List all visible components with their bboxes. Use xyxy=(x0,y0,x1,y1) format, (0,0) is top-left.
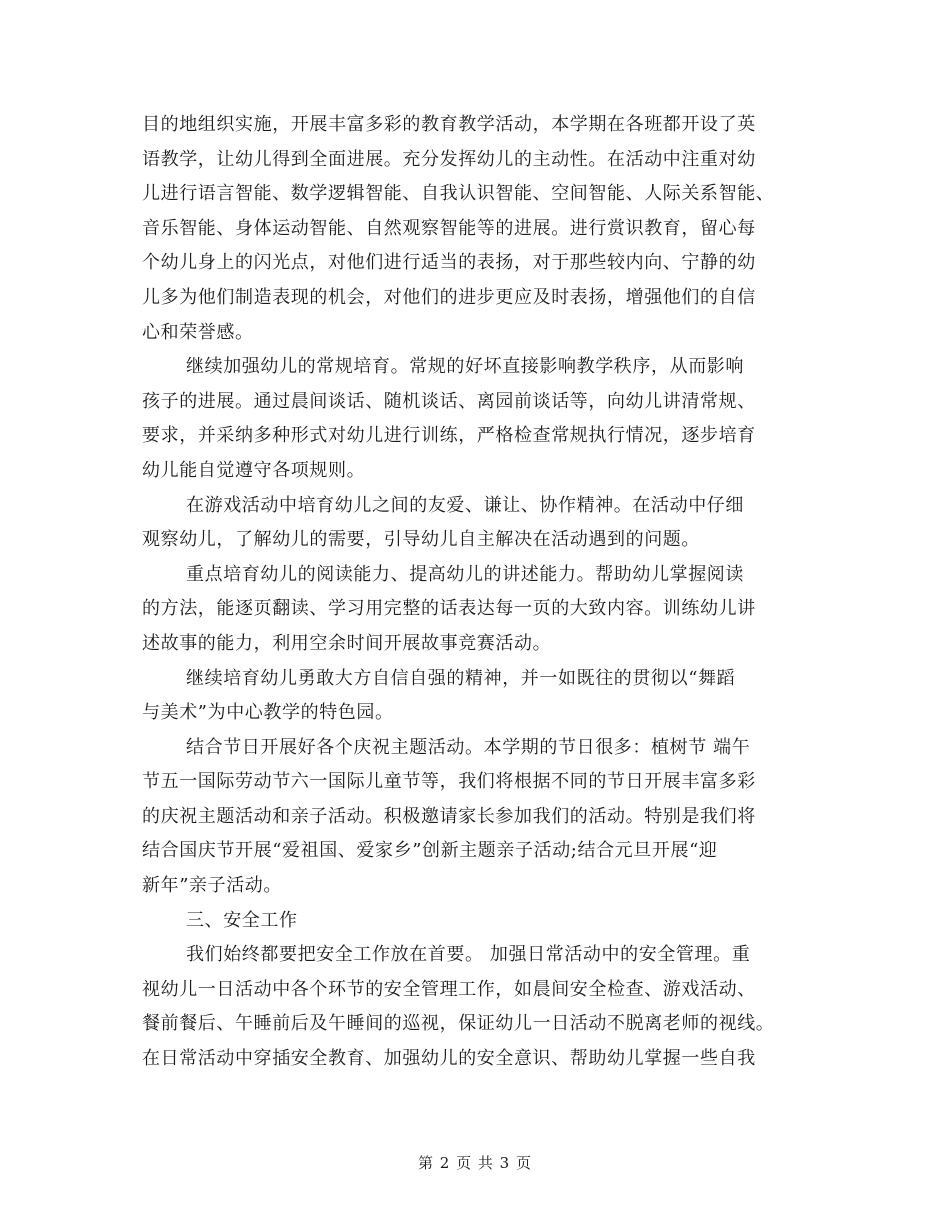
text-line: 语教学，让幼儿得到全面进展。充分发挥幼儿的主动性。在活动中注重对幼 xyxy=(142,148,756,170)
text-line: 餐前餐后、午睡前后及午睡间的巡视，保证幼儿一日活动不脱离老师的视线。 xyxy=(142,1013,775,1035)
text-line: 述故事的能力，利用空余时间开展故事竞赛活动。 xyxy=(142,632,552,654)
text-line: 要求，并采纳多种形式对幼儿进行训练，严格检查常规执行情况，逐步培育 xyxy=(142,425,756,447)
text-line: 目的地组织实施，开展丰富多彩的教育教学活动，本学期在各班都开设了英 xyxy=(142,114,756,135)
text-line: 继续培育幼儿勇敢大方自信自强的精神，并一如既往的贯彻以“舞蹈 xyxy=(186,667,736,689)
text-line: 儿进行语言智能、数学逻辑智能、自我认识智能、空间智能、人际关系智能、 xyxy=(142,183,775,205)
text-line: 新年”亲子活动。 xyxy=(142,875,283,897)
text-line: 音乐智能、身体运动智能、自然观察智能等的进展。进行赏识教育，留心每 xyxy=(142,217,756,239)
text-line: 视幼儿一日活动中各个环节的安全管理工作，如晨间安全检查、游戏活动、 xyxy=(142,978,756,1000)
text-line: 心和荣誉感。 xyxy=(142,321,254,343)
text-line: 三、安全工作 xyxy=(186,909,298,931)
text-line: 重点培育幼儿的阅读能力、提高幼儿的讲述能力。帮助幼儿掌握阅读 xyxy=(186,563,744,585)
text-line: 个幼儿身上的闪光点，对他们进行适当的表扬，对于那些较内向、宁静的幼 xyxy=(142,252,756,274)
text-line: 节五一国际劳动节六一国际儿童节等，我们将根据不同的节日开展丰富多彩 xyxy=(142,771,756,793)
text-line: 结合节日开展好各个庆祝主题活动。本学期的节日很多：植树节 端午 xyxy=(186,736,751,758)
text-line: 与美术”为中心教学的特色园。 xyxy=(142,702,394,724)
text-line: 结合国庆节开展“爱祖国、爱家乡”创新主题亲子活动;结合元旦开展“迎 xyxy=(142,840,718,862)
text-line: 在游戏活动中培育幼儿之间的友爱、谦让、协作精神。在活动中仔细 xyxy=(186,494,744,516)
text-line: 孩子的进展。通过晨间谈话、随机谈话、离园前谈话等，向幼儿讲清常规、 xyxy=(142,390,756,412)
text-line: 我们始终都要把安全工作放在首要。 加强日常活动中的安全管理。重 xyxy=(186,944,751,966)
page-number-footer: 第 2 页 共 3 页 xyxy=(418,1154,532,1172)
text-line: 的方法，能逐页翻读、学习用完整的话表达每一页的大致内容。训练幼儿讲 xyxy=(142,598,756,620)
text-line: 在日常活动中穿插安全教育、加强幼儿的安全意识、帮助幼儿掌握一些自我 xyxy=(142,1048,756,1070)
document-body xyxy=(142,108,814,1077)
text-line: 幼儿能自觉遵守各项规则。 xyxy=(142,459,366,481)
text-line: 继续加强幼儿的常规培育。常规的好坏直接影响教学秩序，从而影响 xyxy=(186,356,744,378)
text-line: 的庆祝主题活动和亲子活动。积极邀请家长参加我们的活动。特别是我们将 xyxy=(142,805,756,827)
text-line: 观察幼儿，了解幼儿的需要，引导幼儿自主解决在活动遇到的问题。 xyxy=(142,529,700,551)
text-line: 儿多为他们制造表现的机会，对他们的进步更应及时表扬，增强他们的自信 xyxy=(142,286,756,308)
